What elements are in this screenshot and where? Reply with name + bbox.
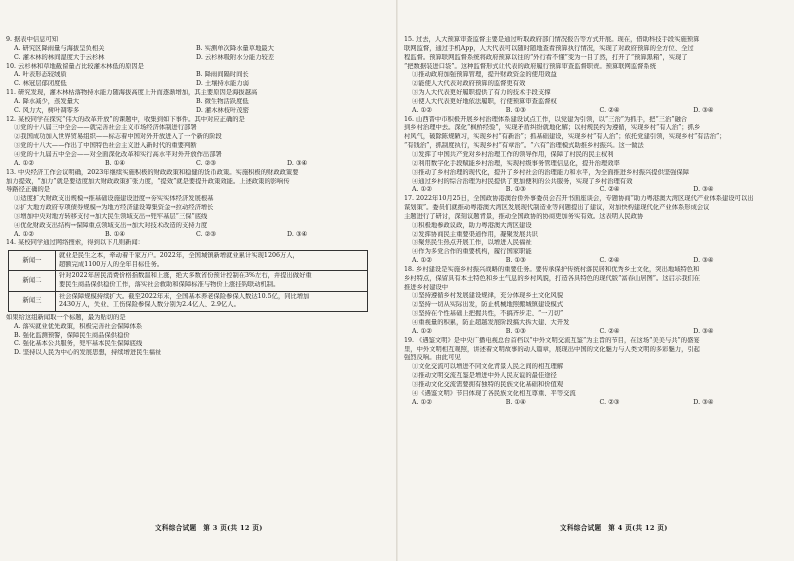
news-content: [56, 291, 368, 311]
q13-stem-line: 13. 中央经济工作会议明确，2023年继续实施积极的财政政策和稳健的货币政策。实施积极的财政政策要: [6, 168, 299, 176]
news-table: [8, 250, 368, 312]
option: B. 微生物活跃度低: [196, 97, 249, 105]
q9-options: [6, 45, 378, 63]
statement: ④《遇鉴文明》节目体现了各民族文化相互尊重、平等交流: [412, 389, 576, 397]
statement: ③增加中央对地方转移支付→加大民生领域支出→兜牢基层“三保”底线: [14, 212, 208, 220]
news-label: 新闻三: [9, 291, 56, 311]
option: A. ①②: [14, 159, 34, 167]
q14-stem: 14. 某校同学通过网络搜索，得到以下几则新闻：: [6, 239, 144, 247]
statement: ①发挥了中国共产党对乡村治理工作的领导作用，保障了村民的民主权利: [412, 150, 614, 158]
option: C. ②③: [196, 230, 216, 238]
news-content: [56, 251, 368, 271]
option: D. ③④: [693, 106, 714, 114]
option: A. ①②: [412, 186, 432, 194]
option: A. 研究区降雨量与海拔呈负相关: [14, 44, 105, 52]
statement: ②发挥协商民主重要渠道作用，凝聚发展共识: [412, 230, 538, 238]
option: B. ①④: [505, 398, 526, 406]
news-line: 就业是民生之本，牵动着千家万户。2022年，全国城镇新增就业累计实现1206万人，: [59, 252, 299, 260]
statement: ①适度扩大财政支出规模→推基础设施建设进度→夯实实体经济发展根基: [14, 195, 214, 203]
q17-options: [404, 257, 787, 266]
q11-stem: 11. 研究发现，灌木林枯落物持水能力随海拔高度上升而逐渐增加，其主要原因是海拔越高: [6, 89, 258, 97]
q13-stem-line: 加力提效，“加力”就是要适度加大财政政策扩张力度，“提效”就是要提升政策效能。上述政策的影响传: [6, 177, 290, 185]
option: C. ②④: [599, 257, 620, 265]
q13-stem-line: 导路径正确的是: [6, 186, 51, 194]
news-label: 新闻二: [9, 271, 56, 291]
option: A. 降水减少，蒸发量大: [14, 97, 80, 105]
option: D. 灌木林枝叶茂密: [196, 106, 249, 114]
q16-options: [404, 186, 787, 195]
statement: ②坚持一切从实际出发，防止机械地照搬城镇建设模式: [412, 301, 564, 309]
q18-options: [404, 328, 787, 337]
q19-stem-line: 强烈反响。由此可见: [404, 354, 461, 362]
option: B. 实测单次降水量草地最大: [196, 44, 274, 52]
q17-stem-line: 17. 2022年10月25日，全国政协港澳台侨外事委员会召开书面座谈会，专题协商“助力粤港澳大湾区现代产业体系建设可以出: [404, 195, 754, 203]
option: B. ①③: [505, 327, 526, 335]
q9-stem: 9. 据表中信息可知: [6, 36, 59, 43]
page-footer-right: 文科综合试题 第 4 页(共 12 页): [560, 524, 668, 532]
news-line: 社会保障规模持续扩大。截至2022年末，全国基本养老保险参保人数达10.5亿，同比增加: [59, 292, 310, 300]
table-row: [9, 291, 368, 311]
option: D. ③④: [287, 159, 308, 167]
news-line: 针对2022年居民消费价格指数温和上涨，绝大多数省份预计控制在3%左右，并提出做好重: [59, 272, 312, 280]
option: A. ①②: [412, 257, 432, 265]
option: A. ①②: [14, 230, 34, 238]
statement: ③聚焦民生热点开展工作，以增进人民福祉: [412, 239, 532, 247]
page-fold: [396, 0, 398, 561]
option: C. ②④: [599, 327, 620, 335]
right-page: [404, 36, 787, 407]
q16-stem-line: “有钱治”，抓制度执行，实现乡村“有章治”。“六有”治理模式助推乡村振兴。这一做法: [404, 142, 644, 150]
q14-question: 如果给这组新闻取一个标题，最为贴切的是: [6, 313, 126, 321]
statement: ①积极地参政议政，助力粤港澳大湾区建设: [412, 221, 532, 229]
q16-stem-line: 16. 山西晋中市积极开展乡村治理体系建设试点工作，以党建为引领，以“三治”为抓手，把“三治”融合: [404, 115, 688, 123]
option: B. ①④: [105, 159, 125, 167]
q17-stem-line: 谋划策”。委员们就推动粤港澳大湾区发展现代制造业等问题提出了建议，对加快构建现代化产业体系形成会议: [404, 204, 710, 212]
option: D. 云杉林吸附水分能力较差: [196, 53, 275, 61]
q18-stem-line: 18. 乡村建设是实施乡村振兴战略的重要任务。要传承保护传统村落民居和优秀乡土文化，突出地域特色和: [404, 265, 700, 273]
table-row: [9, 251, 368, 271]
option: A. ①②: [412, 106, 432, 114]
page-footer-left: 文科综合试题 第 3 页(共 12 页): [155, 524, 263, 532]
news-line: 超额完成1100万人的全年目标任务。: [59, 260, 164, 268]
q12-options: [6, 160, 378, 169]
option: B. 强化监测预警，保障民生商品保供稳价: [14, 331, 130, 339]
news-label: 新闻一: [9, 251, 56, 271]
statement: ④党的十九届五中全会——对全面深化改革和实行高水平对外开放作出部署: [14, 150, 222, 158]
option: D. 土壤持水能力弱: [196, 80, 249, 88]
option: C. ②④: [599, 186, 620, 194]
option: A. 叶表形态较绒质: [14, 71, 67, 79]
statement: ②推动文明交流互鉴是增进中外人民友谊的最佳途径: [412, 372, 557, 380]
q19-stem-line: 里，中外文明相互观照，讲述着文明故事的动人篇章，展现出中国的文化魅力与人类文明的多彩魅力，引起: [404, 345, 700, 353]
statement: ②能使人大代表对政府预算的监督更有效: [412, 80, 526, 88]
statement: ③为人大代表更好履职提供了有力的技术手段支撑: [412, 89, 551, 97]
option: D. ③④: [693, 257, 714, 265]
option: C. 强化基本公共服务，兜牢基本民生保障底线: [14, 340, 143, 348]
q16-stem-line: 到乡村治理中去。深化“枫桥经验”，实现矛盾纠纷就地化解；以村规民约为遵循，实现乡村“有人治”；抓乡: [404, 124, 701, 132]
option: C. ②③: [196, 159, 216, 167]
q15-stem-line: 联网监督，通过手机App，人大代表可以随时随地查看预算执行情况，实现了对政府预算的全方位、全过: [404, 44, 694, 52]
q13-options: [6, 231, 378, 240]
q15-stem-line: “把数据装进口袋”。这种监督形式让代表的政府履行预算审查监督职责。预算联网监督系统: [404, 62, 657, 70]
option: D. 坚持以人民为中心的发展思想，持续增进民生福祉: [14, 349, 162, 357]
table-row: [9, 271, 368, 291]
left-page: [6, 36, 378, 358]
q18-stem-line: 推进乡村建设中: [404, 283, 449, 291]
option: C. 灌木林的林间湿度大于云杉林: [14, 53, 105, 61]
option: A. ①②: [412, 327, 432, 335]
option: A. ①②: [412, 398, 432, 406]
option: B. 降雨间隔时间长: [196, 71, 249, 79]
option: B. ①④: [105, 230, 125, 238]
q15-stem-line: 15. 过去，人大预算审查监督主要是通过听取政府部门情况报告等方式开展。现在，借助科技手段实施预算: [404, 36, 700, 43]
q18-stem-line: 乡村特点，保留具有本土特色和乡土气息的乡村风貌，打造各具特色的现代版“富春山居图”。这启示我们在: [404, 274, 701, 282]
option: A. 落实就业优先政策，积极完善社会保障体系: [14, 322, 143, 330]
statement: ①坚持遵循乡村发展建设规律，充分体现乡土文化风貌: [412, 292, 564, 300]
statement: ④通过乡村的综合治理为村民提供了更加便利的公共服务，实现了乡村治理有效: [412, 177, 633, 185]
option: C. ②③: [599, 398, 620, 406]
statement: ②利用数字化手段赋能乡村治理，实现村级事务管理信息化，提升治理效率: [412, 159, 620, 167]
q17-stem-line: 主题进行了研讨，深刻议题背景，推动全国政协的协商更加务实有效。这表明人民政协: [404, 212, 644, 220]
statement: ③党的十八大——作出了中国特色社会主义进入新时代的重要判断: [14, 142, 197, 150]
q10-stem: 10. 云杉林和草地截留量占比较灌木林低的原因是: [6, 62, 144, 70]
q19-options: [404, 399, 787, 408]
q15-stem-line: 程监督。预算联网监督系统将政府预算以往的“外行看不懂”变为一目了然，打开了“预算黑箱”，实现了: [404, 53, 688, 61]
q16-stem-line: 村风气，破除陈规陋习，实现乡村“有新治”；抓基础建设，实现乡村“有人治”；依托党建引领，实现乡村“有活治”；: [404, 133, 726, 141]
option: D. ③④: [287, 230, 308, 238]
statement: ③推动文化交流需要拥有独特的民族文化基础和价值观: [412, 380, 564, 388]
q19-stem-line: 19. 《遇鉴文明》是中央广播电视总台首档以“中外文明交流互鉴”为主旨的节目，在这场“美美与共”的盛宴: [404, 336, 700, 344]
option: D. ③④: [693, 398, 714, 406]
option: B. ①③: [505, 106, 526, 114]
option: D. ③④: [693, 327, 714, 335]
statement: ④优化财政支出结构→保障重点领域支出→加大对技术改造的支持力度: [14, 221, 208, 229]
news-line: 要民生商品保供稳价工作，落实社会救助和保障标准与物价上涨挂钩联动机制。: [59, 281, 280, 289]
option: D. ③④: [693, 186, 714, 194]
news-line: 2430万人，失业、工伤保险参保人数分别为2.4亿人、2.9亿人。: [59, 301, 240, 309]
q10-options: [6, 71, 378, 89]
statement: ④使人大代表更好地依法履职，行使预算审查监督权: [412, 97, 557, 105]
statement: ②我国成功加入世界贸易组织——标志着中国对外开放进入了一个新的阶段: [14, 133, 222, 141]
statement: ③坚持在个性基础上把握共性，不搞齐步走、“一刀切”: [412, 310, 564, 318]
option: B. ①③: [505, 257, 526, 265]
statement: ④重视量的积累，防止超越发展阶段搞大拆大建、大开发: [412, 319, 570, 326]
q12-stem: 12. 某校同学在探究“伟大的改革开放”的课题中，收集到如下事件。其中对应正确的是: [6, 115, 245, 123]
option: B. ①③: [505, 186, 526, 194]
option: C. ②④: [599, 106, 620, 114]
statement: ①推动政府加强预算管理，提升财政资金的使用效益: [412, 71, 557, 79]
option: C. 风力大，树叶凋零多: [14, 106, 80, 114]
statement: ④作为多党合作的重要机构，履行国家职能: [412, 248, 532, 256]
statement: ①文化交流可以增进不同文化背景人民之间的相互理解: [412, 363, 564, 371]
q15-options: [404, 107, 787, 116]
q11-options: [6, 98, 378, 116]
statement: ②扩大地方政府专项债券规模→为地方经济建设筹集资金→拉动经济增长: [14, 204, 214, 212]
statement: ①党的十八届三中全会——就完善社会主义市场经济体制进行部署: [14, 124, 197, 132]
option: C. 林冠层郁闭度低: [14, 80, 67, 88]
news-content: [56, 271, 368, 291]
statement: ③推动了乡村治理的现代化，提升了乡村社会的治理能力和水平，为全面推进乡村振兴提供坚强保障: [412, 168, 690, 176]
